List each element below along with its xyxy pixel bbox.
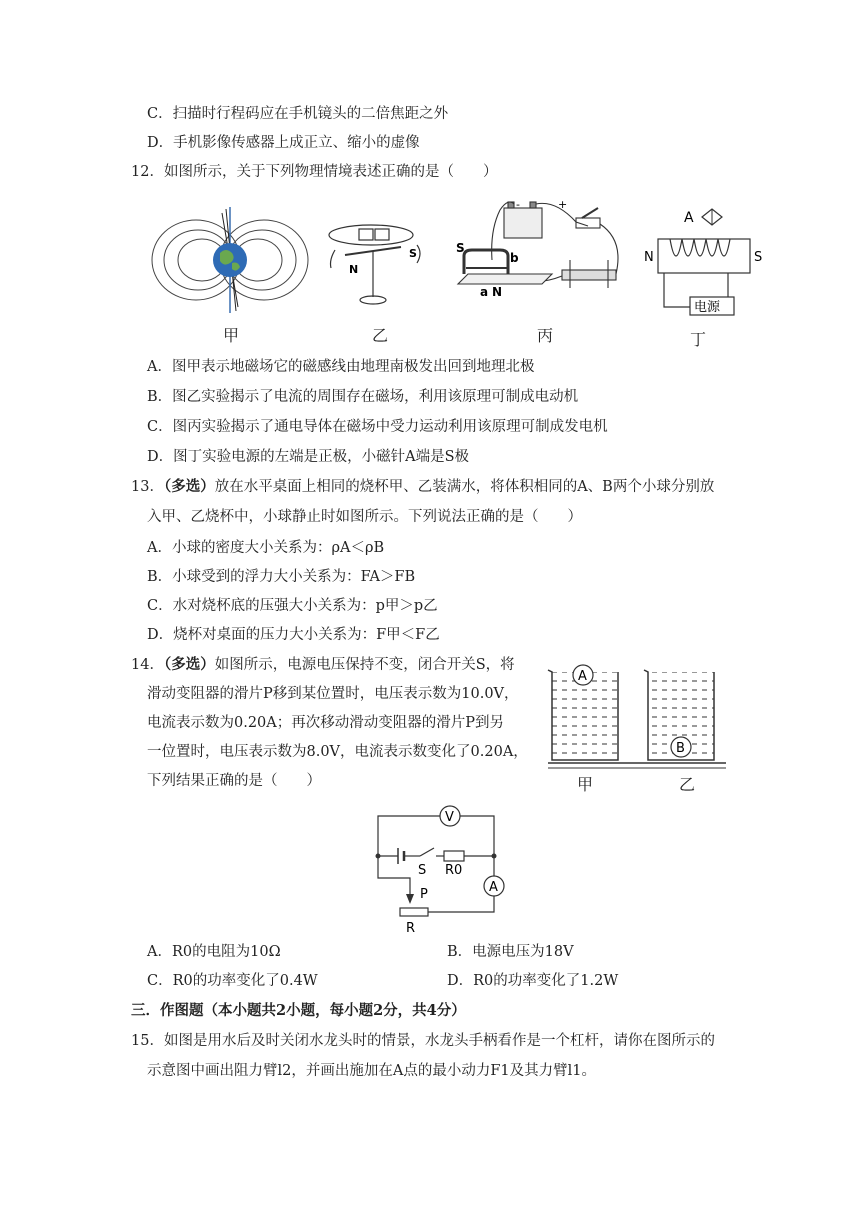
battery-plus-label: + (558, 198, 568, 211)
q11-option-c: C．扫描时行程码应在手机镜头的二倍焦距之外 (147, 106, 449, 122)
magnet-n-label: N (492, 285, 503, 299)
q13-option-a: A．小球的密度大小关系为：ρA＜ρB (147, 540, 385, 556)
section-3-title: 三．作图题（本小题共2小题，每小题2分，共4分） (131, 1002, 466, 1019)
switch-s-label: S (418, 863, 427, 878)
ball-a-label: A (578, 669, 587, 684)
q12-stem: 12．如图所示，关于下列物理情境表述正确的是（ ） (131, 164, 498, 180)
q13-stem-text: 放在水平桌面上相同的烧杯甲、乙装满水，将体积相同的A、B两个小球分别放 (214, 479, 715, 495)
q15-line2: 示意图中画出阻力臂l2，并画出施加在A点的最小动力F1及其力臂l1。 (147, 1063, 596, 1079)
q12-option-b: B．图乙实验揭示了电流的周围存在磁场，利用该原理可制成电动机 (147, 389, 579, 405)
q13-stem-line2: 入甲、乙烧杯中，小球静止时如图所示。下列说法正确的是（ ） (147, 509, 582, 525)
resistor-r0-label: R0 (445, 863, 463, 878)
q14-stem-line3: 电流表示数为0.20A；再次移动滑动变阻器的滑片P到另 (147, 715, 505, 731)
figure-caption-yi: 乙 (372, 326, 389, 345)
compass-a-label: A (684, 210, 694, 226)
power-source-label: 电源 (694, 300, 721, 315)
earth-magnetic-field-figure (150, 205, 310, 315)
q12-option-a: A．图甲表示地磁场它的磁感线由地理南极发出回到地理北极 (147, 359, 535, 375)
q13-stem-line1 (131, 477, 714, 497)
q14-stem-line1 (131, 655, 515, 675)
magnet-s-label: S (456, 241, 465, 255)
q15-line1: 15．如图是用水后及时关闭水龙头时的情景，水龙头手柄看作是一个杠杆，请你在图所示的 (131, 1033, 715, 1049)
slider-p-label: P (420, 887, 428, 902)
conductor-in-field-figure (452, 198, 632, 308)
q13-option-b: B．小球受到的浮力大小关系为：FA＞FB (147, 569, 416, 585)
q14-option-c: C．R0的功率变化了0.4W (147, 973, 318, 989)
q13-option-c: C．水对烧杯底的压强大小关系为：p甲＞p乙 (147, 598, 438, 614)
figure-caption-jia: 甲 (223, 326, 240, 345)
circuit-diagram-figure (368, 800, 508, 936)
q12-option-d: D．图丁实验电源的左端是正极，小磁针A端是S极 (147, 449, 470, 465)
ball-b-label: B (676, 741, 685, 756)
solenoid-s-label: S (754, 250, 763, 265)
solenoid-n-label: N (644, 250, 654, 265)
figure-caption-bing: 丙 (537, 326, 554, 345)
q14-number: 14． (131, 657, 164, 673)
q14-stem-line5: 下列结果正确的是（ ） (147, 773, 321, 789)
ammeter-a-label: A (489, 880, 498, 895)
needle-n-label: N (349, 263, 359, 276)
voltmeter-v-label: V (445, 810, 454, 825)
figure-caption-ding: 丁 (690, 330, 707, 349)
q13-option-d: D．烧杯对桌面的压力大小关系为：F甲＜F乙 (147, 627, 440, 643)
q11-option-d: D．手机影像传感器上成正立、缩小的虚像 (147, 135, 420, 151)
oersted-experiment-figure (323, 215, 438, 310)
battery-minus-label: - (516, 198, 520, 211)
q14-option-a: A．R0的电阻为10Ω (147, 944, 281, 960)
q14-stem-text: 如图所示，电源电压保持不变，闭合开关S，将 (214, 657, 515, 673)
q14-stem-line2: 滑动变阻器的滑片P移到某位置时，电压表示数为10.0V， (147, 686, 519, 702)
rod-a-label: a (480, 285, 489, 299)
q13-number: 13． (131, 479, 164, 495)
q14-stem-line4: 一位置时，电压表示数为8.0V，电流表示数变化了0.20A， (147, 744, 528, 760)
beaker-caption-yi: 乙 (679, 775, 696, 794)
needle-s-label: S (409, 247, 417, 260)
beaker-caption-jia: 甲 (577, 775, 594, 794)
q12-option-c: C．图丙实验揭示了通电导体在磁场中受力运动利用该原理可制成发电机 (147, 419, 608, 435)
beakers-figure (540, 658, 730, 798)
q14-option-b: B．电源电压为18V (447, 944, 574, 960)
rod-b-label: b (510, 251, 519, 265)
q14-option-d: D．R0的功率变化了1.2W (447, 973, 619, 989)
q13-multi-tag: （多选） (163, 478, 215, 495)
q14-multi-tag: （多选） (163, 656, 215, 673)
solenoid-figure (640, 205, 770, 320)
rheostat-r-label: R (406, 921, 416, 936)
